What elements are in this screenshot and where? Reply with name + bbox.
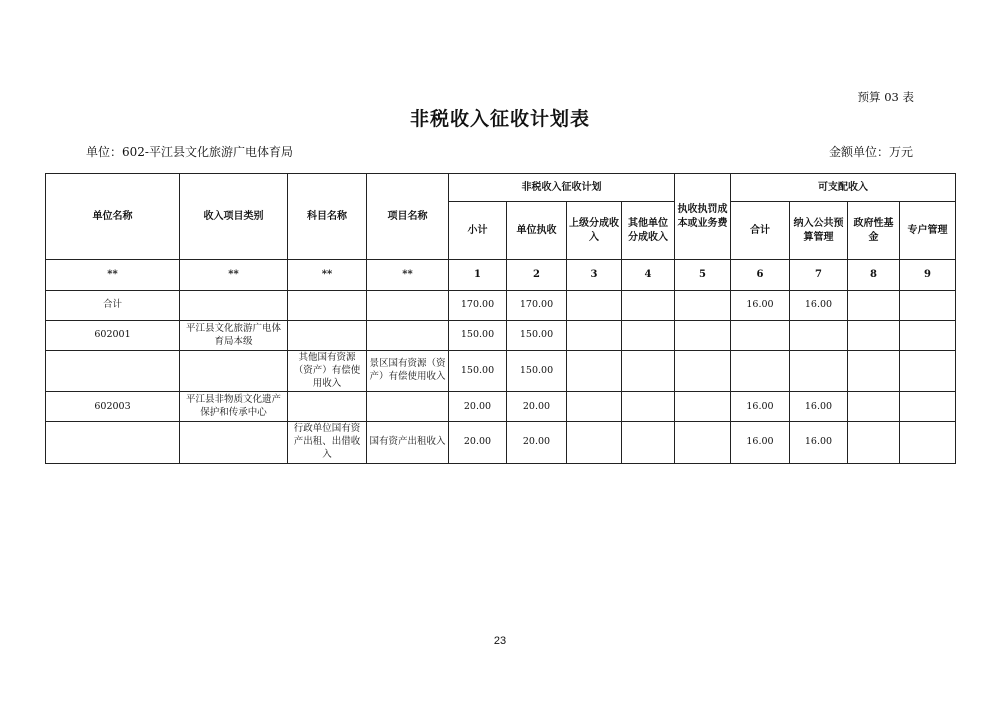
index-cell: ** xyxy=(180,260,288,291)
index-cell: 9 xyxy=(900,260,956,291)
page-title: 非税收入征收计划表 xyxy=(409,108,590,130)
cell-subtotal: 20.00 xyxy=(449,392,507,422)
cell-other xyxy=(622,291,675,321)
cell-unit-collect: 150.00 xyxy=(507,351,567,392)
cell-superior xyxy=(567,422,622,463)
index-cell: 5 xyxy=(675,260,731,291)
cell-public: 16.00 xyxy=(790,422,848,463)
cell-project xyxy=(367,321,449,351)
page-number: 23 xyxy=(493,635,507,647)
cell-unit xyxy=(46,351,180,392)
index-row xyxy=(46,260,956,291)
cell-cost xyxy=(675,351,731,392)
cell-public: 16.00 xyxy=(790,291,848,321)
cell-special xyxy=(900,321,956,351)
cell-superior xyxy=(567,392,622,422)
header-project-name: 项目名称 xyxy=(367,174,449,260)
cell-category: 平江县文化旅游广电体育局本级 xyxy=(180,321,288,351)
cell-cost xyxy=(675,291,731,321)
index-cell: 6 xyxy=(731,260,790,291)
index-cell: 8 xyxy=(848,260,900,291)
header-income-category: 收入项目类别 xyxy=(180,174,288,260)
cell-public xyxy=(790,321,848,351)
cell-subtotal: 150.00 xyxy=(449,321,507,351)
index-cell: 4 xyxy=(622,260,675,291)
table-row xyxy=(46,351,956,392)
cell-category xyxy=(180,422,288,463)
cell-subject xyxy=(288,392,367,422)
cell-cost xyxy=(675,392,731,422)
cell-fund xyxy=(848,321,900,351)
cell-unit-collect: 170.00 xyxy=(507,291,567,321)
cell-special xyxy=(900,422,956,463)
cell-superior xyxy=(567,321,622,351)
header-disposable-group: 可支配收入 xyxy=(731,174,956,202)
header-subject-name: 科目名称 xyxy=(288,174,367,260)
cell-project: 国有资产出租收入 xyxy=(367,422,449,463)
index-cell: 1 xyxy=(449,260,507,291)
table-row xyxy=(46,392,956,422)
cell-category: 平江县非物质文化遗产保护和传承中心 xyxy=(180,392,288,422)
cell-cost xyxy=(675,321,731,351)
index-cell: 2 xyxy=(507,260,567,291)
cell-unit: 602003 xyxy=(46,392,180,422)
cell-unit-collect: 20.00 xyxy=(507,392,567,422)
cell-unit: 602001 xyxy=(46,321,180,351)
header-gov-fund: 政府性基金 xyxy=(848,202,900,260)
cell-special xyxy=(900,351,956,392)
cell-fund xyxy=(848,291,900,321)
header-subtotal: 小计 xyxy=(449,202,507,260)
cell-subject xyxy=(288,321,367,351)
cell-category xyxy=(180,291,288,321)
header-plan-group: 非税收入征收计划 xyxy=(449,174,675,202)
cell-unit-collect: 20.00 xyxy=(507,422,567,463)
cell-unit-collect: 150.00 xyxy=(507,321,567,351)
index-cell: 3 xyxy=(567,260,622,291)
header-unit-collect: 单位执收 xyxy=(507,202,567,260)
cell-fund xyxy=(848,422,900,463)
cell-special xyxy=(900,291,956,321)
cell-other xyxy=(622,392,675,422)
index-cell: 7 xyxy=(790,260,848,291)
cell-total: 16.00 xyxy=(731,392,790,422)
unit-label: 单位：602-平江县文化旅游广电体育局 xyxy=(86,145,293,159)
cell-cost xyxy=(675,422,731,463)
table-row xyxy=(46,321,956,351)
cell-special xyxy=(900,392,956,422)
form-code: 预算 03 表 xyxy=(857,90,914,104)
cell-subject: 行政单位国有资产出租、出借收入 xyxy=(288,422,367,463)
header-public-budget: 纳入公共预算管理 xyxy=(790,202,848,260)
index-cell: ** xyxy=(288,260,367,291)
header-total: 合计 xyxy=(731,202,790,260)
header-other-unit-share: 其他单位分成收入 xyxy=(622,202,675,260)
cell-subtotal: 150.00 xyxy=(449,351,507,392)
cell-project: 景区国有资源（资产）有偿使用收入 xyxy=(367,351,449,392)
table-row xyxy=(46,291,956,321)
cell-total xyxy=(731,351,790,392)
header-superior-share: 上级分成收入 xyxy=(567,202,622,260)
table-row xyxy=(46,422,956,463)
index-cell: ** xyxy=(46,260,180,291)
cell-subject xyxy=(288,291,367,321)
cell-subtotal: 170.00 xyxy=(449,291,507,321)
cell-subtotal: 20.00 xyxy=(449,422,507,463)
cell-public: 16.00 xyxy=(790,392,848,422)
cell-unit xyxy=(46,422,180,463)
cell-fund xyxy=(848,392,900,422)
cell-total: 16.00 xyxy=(731,422,790,463)
income-plan-table xyxy=(45,173,956,464)
header-special-mgmt: 专户管理 xyxy=(900,202,956,260)
cell-superior xyxy=(567,291,622,321)
cell-other xyxy=(622,351,675,392)
cell-fund xyxy=(848,351,900,392)
cell-other xyxy=(622,422,675,463)
cell-superior xyxy=(567,351,622,392)
cell-unit: 合计 xyxy=(46,291,180,321)
cell-project xyxy=(367,392,449,422)
index-cell: ** xyxy=(367,260,449,291)
cell-subject: 其他国有资源（资产）有偿使用收入 xyxy=(288,351,367,392)
cell-total: 16.00 xyxy=(731,291,790,321)
cell-other xyxy=(622,321,675,351)
cell-category xyxy=(180,351,288,392)
header-unit-name: 单位名称 xyxy=(46,174,180,260)
cell-total xyxy=(731,321,790,351)
cell-project xyxy=(367,291,449,321)
cell-public xyxy=(790,351,848,392)
amount-unit-label: 金额单位：万元 xyxy=(828,145,913,159)
header-enforcement-cost: 执收执罚成本或业务费 xyxy=(675,174,731,260)
